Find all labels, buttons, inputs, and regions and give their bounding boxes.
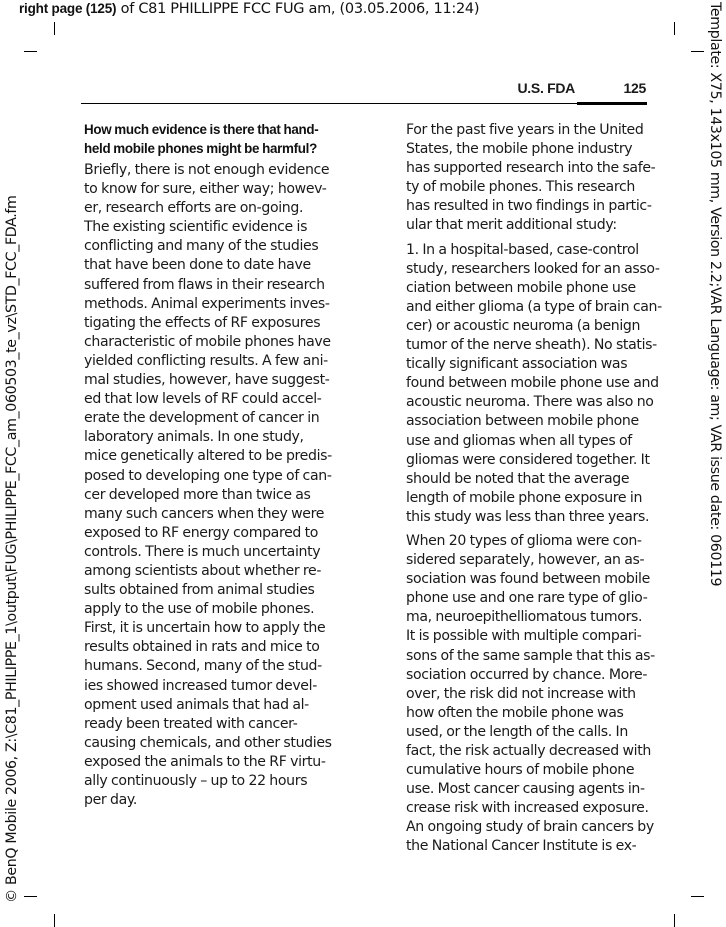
finding-one-paragraph [406,241,662,527]
text-line: mice genetically altered to be predis- [84,448,332,465]
text-line: When 20 types of glioma were con- [406,532,642,549]
text-line: suffered from flaws in their research [84,276,325,293]
text-line: tically significant association was [406,356,628,373]
text-line: ular that merit additional study: [406,217,617,234]
crop-mark-bottom-left-vertical [54,914,55,927]
text-line: among scientists about whether re- [84,562,322,579]
header-rule [81,103,577,104]
job-header-page-ref: right page (125) [19,1,117,16]
text-line: cer developed more than twice as [84,486,311,503]
text-line: cer) or acoustic neuroma (a benign [406,317,641,334]
crop-mark-bottom-right-vertical [674,914,675,927]
glioma-types-paragraph [406,532,655,857]
text-line: exposed to RF energy compared to [84,524,319,541]
text-line: how often the mobile phone was [406,704,624,721]
text-line: Briefly, there is not enough evidence [84,162,330,178]
text-line: over, the risk did not increase with [406,685,636,702]
text-line: sults obtained from animal studies [84,582,315,599]
text-line: humans. Second, many of the stud- [84,658,322,675]
text-line: sidered separately, however, an as- [406,552,645,569]
text-line: sons of the same sample that this as- [406,647,655,664]
crop-mark-top-left-horizontal [24,51,37,52]
text-line: tigating the effects of RF exposures [84,314,321,331]
text-line: sociation occurred by chance. More- [406,666,648,683]
crop-mark-top-right-vertical [674,22,675,35]
text-line: use. Most cancer causing agents in- [406,781,645,798]
left-column [84,120,354,815]
job-header [19,0,479,18]
copyright-file-path-slug [0,0,24,927]
header-rule-accent [577,102,647,105]
text-line: used, or the length of the calls. In [406,723,628,740]
question-heading [84,120,354,158]
text-line: association between mobile phone [406,413,639,430]
text-line: study, researchers looked for an asso- [406,260,660,277]
text-line: use and gliomas when all types of [406,432,632,449]
text-line: ty of mobile phones. This research [406,179,635,196]
text-line: cumulative hours of mobile phone [406,762,635,779]
running-head [81,78,647,106]
text-line: per day. [84,792,137,809]
text-line: conflicting and many of the studies [84,238,319,255]
text-line: ciation between mobile phone use [406,279,636,296]
text-line: this study was less than three years. [406,508,650,525]
copyright-file-path-text: © BenQ Mobile 2006, Z:\C81_PHILIPPE_1\output\FUG\PHILIPPE_FCC_am_060503_te_vz\STD_FCC_FDA.fm [4,195,20,903]
text-line: methods. Animal experiments inves- [84,295,330,312]
text-line: sociation was found between mobile [406,571,650,588]
text-line: yielded conflicting results. A few ani- [84,352,328,369]
text-line: opment used animals that had al- [84,696,309,713]
text-line: has resulted in two findings in partic- [406,198,652,215]
text-line: results obtained in rats and mice to [84,639,320,656]
page-number: 125 [623,80,646,96]
text-line: erate the development of cancer in [84,410,320,427]
text-line: mal studies, however, have suggest- [84,372,330,389]
industry-research-paragraph [406,121,656,236]
text-line: laboratory animals. In one study, [84,429,304,446]
text-line: posed to developing one type of can- [84,467,332,484]
text-line: the National Cancer Institute is ex- [406,838,637,855]
text-line: controls. There is much uncertainty [84,543,321,560]
answer-paragraph [84,161,354,810]
crop-mark-top-left-vertical [54,22,55,35]
heading-line: How much evidence is there that hand- [84,122,319,137]
text-line: crease risk with increased exposure. [406,800,649,817]
template-info-slug [702,0,726,927]
text-line: many such cancers when they were [84,505,325,522]
text-line: ready been treated with cancer- [84,715,298,732]
text-line: gliomas were considered together. It [406,451,650,468]
text-line: that have been done to date have [84,257,311,274]
text-line: acoustic neuroma. There was also no [406,394,654,411]
text-line: The existing scientific evidence is [84,219,308,236]
text-line: ed that low levels of RF could accel- [84,391,322,408]
template-info-text: Template: X75, 143x105 mm, Version 2.2;VAR Language: am; VAR issue date: 060119 [707,2,723,587]
job-header-document-info: of C81 PHILLIPPE FCC FUG am, (03.05.2006, 11:24) [116,1,480,17]
heading-line: held mobile phones might be harmful? [84,141,317,156]
text-line: States, the mobile phone industry [406,141,633,158]
text-line: exposed the animals to the RF virtu- [84,753,326,770]
text-line: should be noted that the average [406,470,630,487]
text-line: fact, the risk actually decreased with [406,743,651,759]
text-line: apply to the use of mobile phones. [84,601,315,618]
text-line: phone use and one rare type of glio- [406,590,648,607]
text-line: 1. In a hospital-based, case-control [406,241,639,258]
text-line: has supported research into the safe- [406,160,656,177]
right-column [406,121,662,862]
text-line: ally continuously – up to 22 hours [84,773,308,789]
text-line: causing chemicals, and other studies [84,734,332,751]
text-line: characteristic of mobile phones have [84,333,331,350]
text-line: to know for sure, either way; howev- [84,181,327,198]
text-line: tumor of the nerve sheath). No statis- [406,337,657,354]
crop-mark-bottom-left-horizontal [24,896,37,897]
text-line: and either glioma (a type of brain can- [406,298,662,315]
text-line: found between mobile phone use and [406,375,659,392]
text-line: First, it is uncertain how to apply the [84,620,326,637]
text-line: It is possible with multiple compari- [406,628,642,645]
text-line: For the past five years in the United [406,122,644,138]
text-line: er, research efforts are on-going. [84,200,304,217]
text-line: ma, neuroepithelliomatous tumors. [406,609,643,626]
text-line: ies showed increased tumor devel- [84,677,317,694]
section-title: U.S. FDA [517,80,575,96]
text-line: length of mobile phone exposure in [406,489,643,506]
text-line: An ongoing study of brain cancers by [406,819,654,836]
